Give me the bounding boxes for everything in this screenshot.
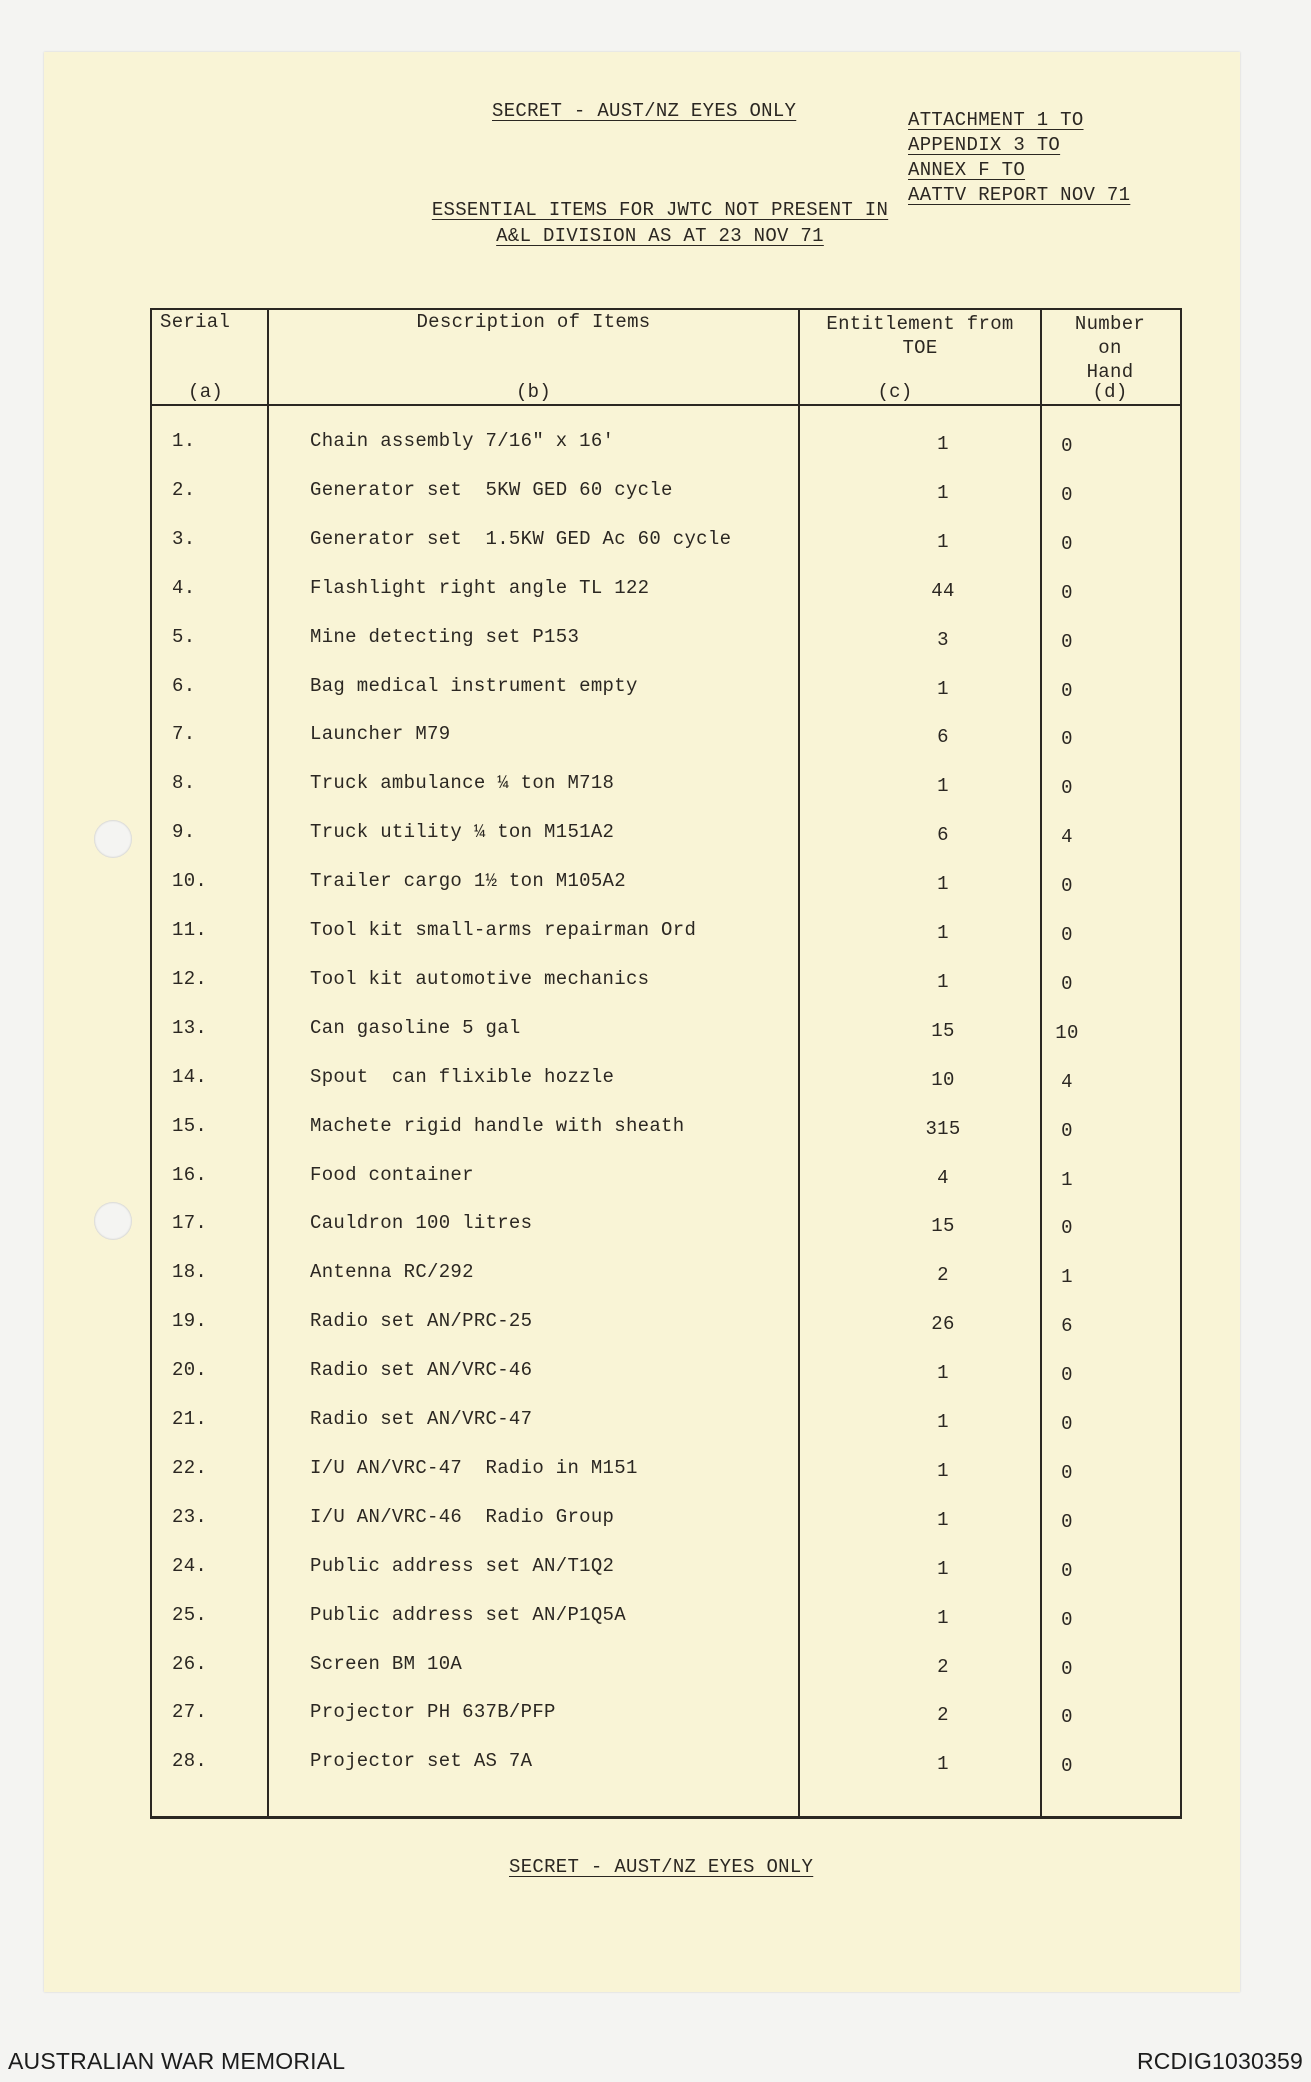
cell-on-hand: 4	[1061, 1070, 1073, 1093]
document-title	[400, 197, 920, 249]
cell-serial: 10.	[172, 870, 208, 893]
table-row	[152, 1457, 1180, 1505]
cell-entitlement: 44	[931, 579, 955, 602]
items-table	[150, 308, 1182, 1819]
cell-description: Launcher M79	[310, 723, 451, 746]
cell-serial: 21.	[172, 1408, 208, 1430]
table-row	[152, 1359, 1180, 1407]
cell-description: Mine detecting set P153	[310, 625, 580, 648]
cell-serial: 23.	[172, 1505, 208, 1528]
cell-on-hand: 0	[1061, 1608, 1073, 1631]
cell-on-hand: 1	[1061, 1266, 1073, 1289]
title-line: ESSENTIAL ITEMS FOR JWTC NOT PRESENT IN	[431, 199, 889, 221]
cell-on-hand: 0	[1061, 1755, 1073, 1778]
cell-entitlement: 2	[937, 1264, 949, 1287]
cell-description: Projector PH 637B/PFP	[310, 1701, 556, 1724]
table-row	[152, 1750, 1180, 1798]
table-row	[152, 1066, 1180, 1114]
cell-serial: 14.	[172, 1065, 208, 1088]
header-entitlement	[800, 312, 1040, 360]
cell-entitlement: 1	[937, 873, 949, 896]
cell-on-hand: 0	[1061, 435, 1073, 457]
cell-serial: 9.	[172, 821, 196, 844]
cell-on-hand: 0	[1061, 532, 1073, 555]
cell-serial: 18.	[172, 1261, 208, 1284]
table-row	[152, 577, 1180, 625]
cell-entitlement: 15	[931, 1215, 955, 1238]
cell-entitlement: 1	[937, 1557, 949, 1580]
table-row	[152, 1604, 1180, 1652]
cell-description: Screen BM 10A	[310, 1652, 463, 1675]
cell-description: Chain assembly 7/16" x 16'	[310, 430, 615, 452]
cell-serial: 28.	[172, 1750, 208, 1773]
table-row	[152, 772, 1180, 820]
attachment-reference	[908, 108, 1130, 208]
header-on-hand-line: on	[1098, 337, 1122, 359]
cell-serial: 19.	[172, 1310, 208, 1333]
cell-description: I/U AN/VRC-46 Radio Group	[310, 1505, 615, 1528]
table-row	[152, 626, 1180, 674]
cell-on-hand: 0	[1061, 1510, 1073, 1533]
cell-on-hand: 0	[1061, 1657, 1073, 1680]
cell-serial: 17.	[172, 1212, 208, 1235]
cell-description: Can gasoline 5 gal	[310, 1016, 521, 1039]
cell-entitlement: 4	[937, 1166, 949, 1189]
cell-on-hand: 0	[1061, 728, 1073, 751]
cell-description: Generator set 1.5KW GED Ac 60 cycle	[310, 527, 732, 550]
cell-on-hand: 4	[1061, 826, 1073, 849]
cell-serial: 12.	[172, 967, 208, 990]
table-row	[152, 528, 1180, 576]
classification-top: SECRET - AUST/NZ EYES ONLY	[492, 100, 797, 122]
cell-serial: 6.	[172, 674, 196, 697]
table-row	[152, 675, 1180, 723]
cell-entitlement: 1	[937, 1508, 949, 1531]
attachment-line: ATTACHMENT 1 TO	[908, 109, 1084, 131]
header-entitlement-line: TOE	[902, 337, 938, 359]
cell-on-hand: 0	[1061, 1364, 1073, 1387]
table-row	[152, 919, 1180, 967]
cell-entitlement: 1	[937, 1606, 949, 1629]
header-on-hand	[1042, 312, 1178, 384]
cell-description: Radio set AN/VRC-47	[310, 1408, 533, 1430]
cell-entitlement: 1	[937, 1411, 949, 1433]
cell-on-hand: 1	[1061, 1168, 1073, 1191]
title-line: A&L DIVISION AS AT 23 NOV 71	[496, 225, 824, 247]
punch-hole	[94, 1202, 132, 1240]
cell-description: Machete rigid handle with sheath	[310, 1114, 685, 1137]
table-row	[152, 1701, 1180, 1749]
cell-description: Generator set 5KW GED 60 cycle	[310, 478, 673, 501]
table-row	[152, 1408, 1180, 1456]
header-on-hand-line: Hand	[1086, 361, 1134, 383]
cell-serial: 3.	[172, 527, 196, 550]
cell-description: Bag medical instrument empty	[310, 674, 638, 697]
cell-description: Radio set AN/PRC-25	[310, 1310, 533, 1333]
classification-bottom: SECRET - AUST/NZ EYES ONLY	[509, 1856, 814, 1878]
cell-description: Public address set AN/T1Q2	[310, 1554, 615, 1577]
cell-entitlement: 315	[925, 1117, 961, 1140]
cell-on-hand: 0	[1061, 630, 1073, 653]
cell-description: Truck ambulance ¼ ton M718	[310, 772, 615, 795]
cell-entitlement: 3	[937, 628, 949, 651]
cell-description: Truck utility ¼ ton M151A2	[310, 821, 615, 844]
header-divider	[152, 404, 1180, 406]
table-row	[152, 1115, 1180, 1163]
punch-hole	[94, 820, 132, 858]
header-entitlement-letter: (c)	[877, 381, 913, 403]
cell-on-hand: 0	[1061, 1413, 1073, 1435]
footer-reference: RCDIG1030359	[1136, 2048, 1303, 2074]
cell-serial: 7.	[172, 723, 196, 746]
cell-description: Antenna RC/292	[310, 1261, 474, 1284]
table-row	[152, 1017, 1180, 1065]
cell-on-hand: 0	[1061, 483, 1073, 506]
header-description: Description of Items	[416, 311, 651, 333]
header-on-hand-line: Number	[1074, 313, 1146, 335]
table-row	[152, 1261, 1180, 1309]
attachment-line: ANNEX F TO	[908, 159, 1026, 181]
cell-entitlement: 6	[937, 726, 949, 749]
cell-description: Flashlight right angle TL 122	[310, 576, 650, 599]
cell-serial: 27.	[172, 1701, 208, 1724]
cell-serial: 5.	[172, 625, 196, 648]
cell-serial: 15.	[172, 1114, 208, 1137]
cell-on-hand: 0	[1061, 875, 1073, 898]
table-row	[152, 1555, 1180, 1603]
cell-serial: 8.	[172, 772, 196, 795]
cell-entitlement: 2	[937, 1704, 949, 1727]
table-row	[152, 1212, 1180, 1260]
cell-serial: 24.	[172, 1554, 208, 1577]
table-row	[152, 1653, 1180, 1701]
cell-description: Tool kit automotive mechanics	[310, 967, 650, 990]
cell-entitlement: 1	[937, 677, 949, 700]
cell-on-hand: 0	[1061, 1461, 1073, 1484]
cell-serial: 16.	[172, 1163, 208, 1186]
header-description-letter: (b)	[515, 381, 552, 403]
footer-source: AUSTRALIAN WAR MEMORIAL	[8, 2048, 346, 2074]
cell-serial: 1.	[172, 430, 196, 452]
table-row	[152, 821, 1180, 869]
table-row	[152, 1310, 1180, 1358]
cell-description: Spout can flixible hozzle	[310, 1065, 615, 1088]
cell-serial: 2.	[172, 478, 196, 501]
header-serial: Serial	[160, 311, 231, 333]
cell-entitlement: 15	[931, 1019, 955, 1042]
cell-on-hand: 0	[1061, 1559, 1073, 1582]
table-row	[152, 479, 1180, 527]
cell-entitlement: 1	[937, 970, 949, 993]
cell-entitlement: 1	[937, 530, 949, 553]
cell-entitlement: 1	[937, 1362, 949, 1385]
cell-serial: 25.	[172, 1603, 208, 1626]
cell-on-hand: 0	[1061, 1119, 1073, 1142]
cell-serial: 11.	[172, 919, 208, 941]
header-on-hand-letter: (d)	[1092, 381, 1128, 403]
cell-on-hand: 0	[1061, 581, 1073, 604]
cell-entitlement: 1	[937, 775, 949, 798]
cell-entitlement: 26	[931, 1313, 955, 1336]
cell-description: Radio set AN/VRC-46	[310, 1359, 533, 1382]
attachment-line: APPENDIX 3 TO	[908, 134, 1061, 156]
cell-on-hand: 10	[1055, 1021, 1079, 1044]
cell-serial: 13.	[172, 1016, 208, 1039]
cell-entitlement: 1	[937, 433, 949, 455]
cell-entitlement: 1	[937, 481, 949, 504]
cell-description: Projector set AS 7A	[310, 1750, 533, 1773]
cell-description: I/U AN/VRC-47 Radio in M151	[310, 1456, 638, 1479]
cell-entitlement: 1	[937, 922, 949, 944]
cell-entitlement: 6	[937, 824, 949, 847]
cell-entitlement: 1	[937, 1753, 949, 1776]
table-row	[152, 723, 1180, 771]
cell-description: Public address set AN/P1Q5A	[310, 1603, 626, 1626]
cell-description: Cauldron 100 litres	[310, 1212, 533, 1235]
header-serial-letter: (a)	[188, 381, 224, 403]
cell-on-hand: 0	[1061, 679, 1073, 702]
cell-serial: 20.	[172, 1359, 208, 1382]
cell-on-hand: 0	[1061, 924, 1073, 946]
cell-on-hand: 0	[1061, 1217, 1073, 1240]
table-row	[152, 430, 1180, 478]
table-row	[152, 968, 1180, 1016]
cell-on-hand: 0	[1061, 777, 1073, 800]
cell-description: Food container	[310, 1163, 474, 1186]
table-row	[152, 1506, 1180, 1554]
cell-serial: 22.	[172, 1456, 208, 1479]
table-row	[152, 870, 1180, 918]
cell-description: Tool kit small-arms repairman Ord	[310, 919, 697, 941]
cell-on-hand: 0	[1061, 1706, 1073, 1729]
cell-serial: 26.	[172, 1652, 208, 1675]
cell-entitlement: 2	[937, 1655, 949, 1678]
cell-description: Trailer cargo 1½ ton M105A2	[310, 870, 626, 893]
cell-entitlement: 1	[937, 1459, 949, 1482]
cell-entitlement: 10	[931, 1068, 955, 1091]
attachment-line: AATTV REPORT NOV 71	[908, 184, 1131, 206]
cell-on-hand: 6	[1061, 1315, 1073, 1338]
table-row	[152, 1164, 1180, 1212]
cell-serial: 4.	[172, 576, 196, 599]
header-entitlement-line: Entitlement from	[826, 313, 1014, 335]
cell-on-hand: 0	[1061, 972, 1073, 995]
